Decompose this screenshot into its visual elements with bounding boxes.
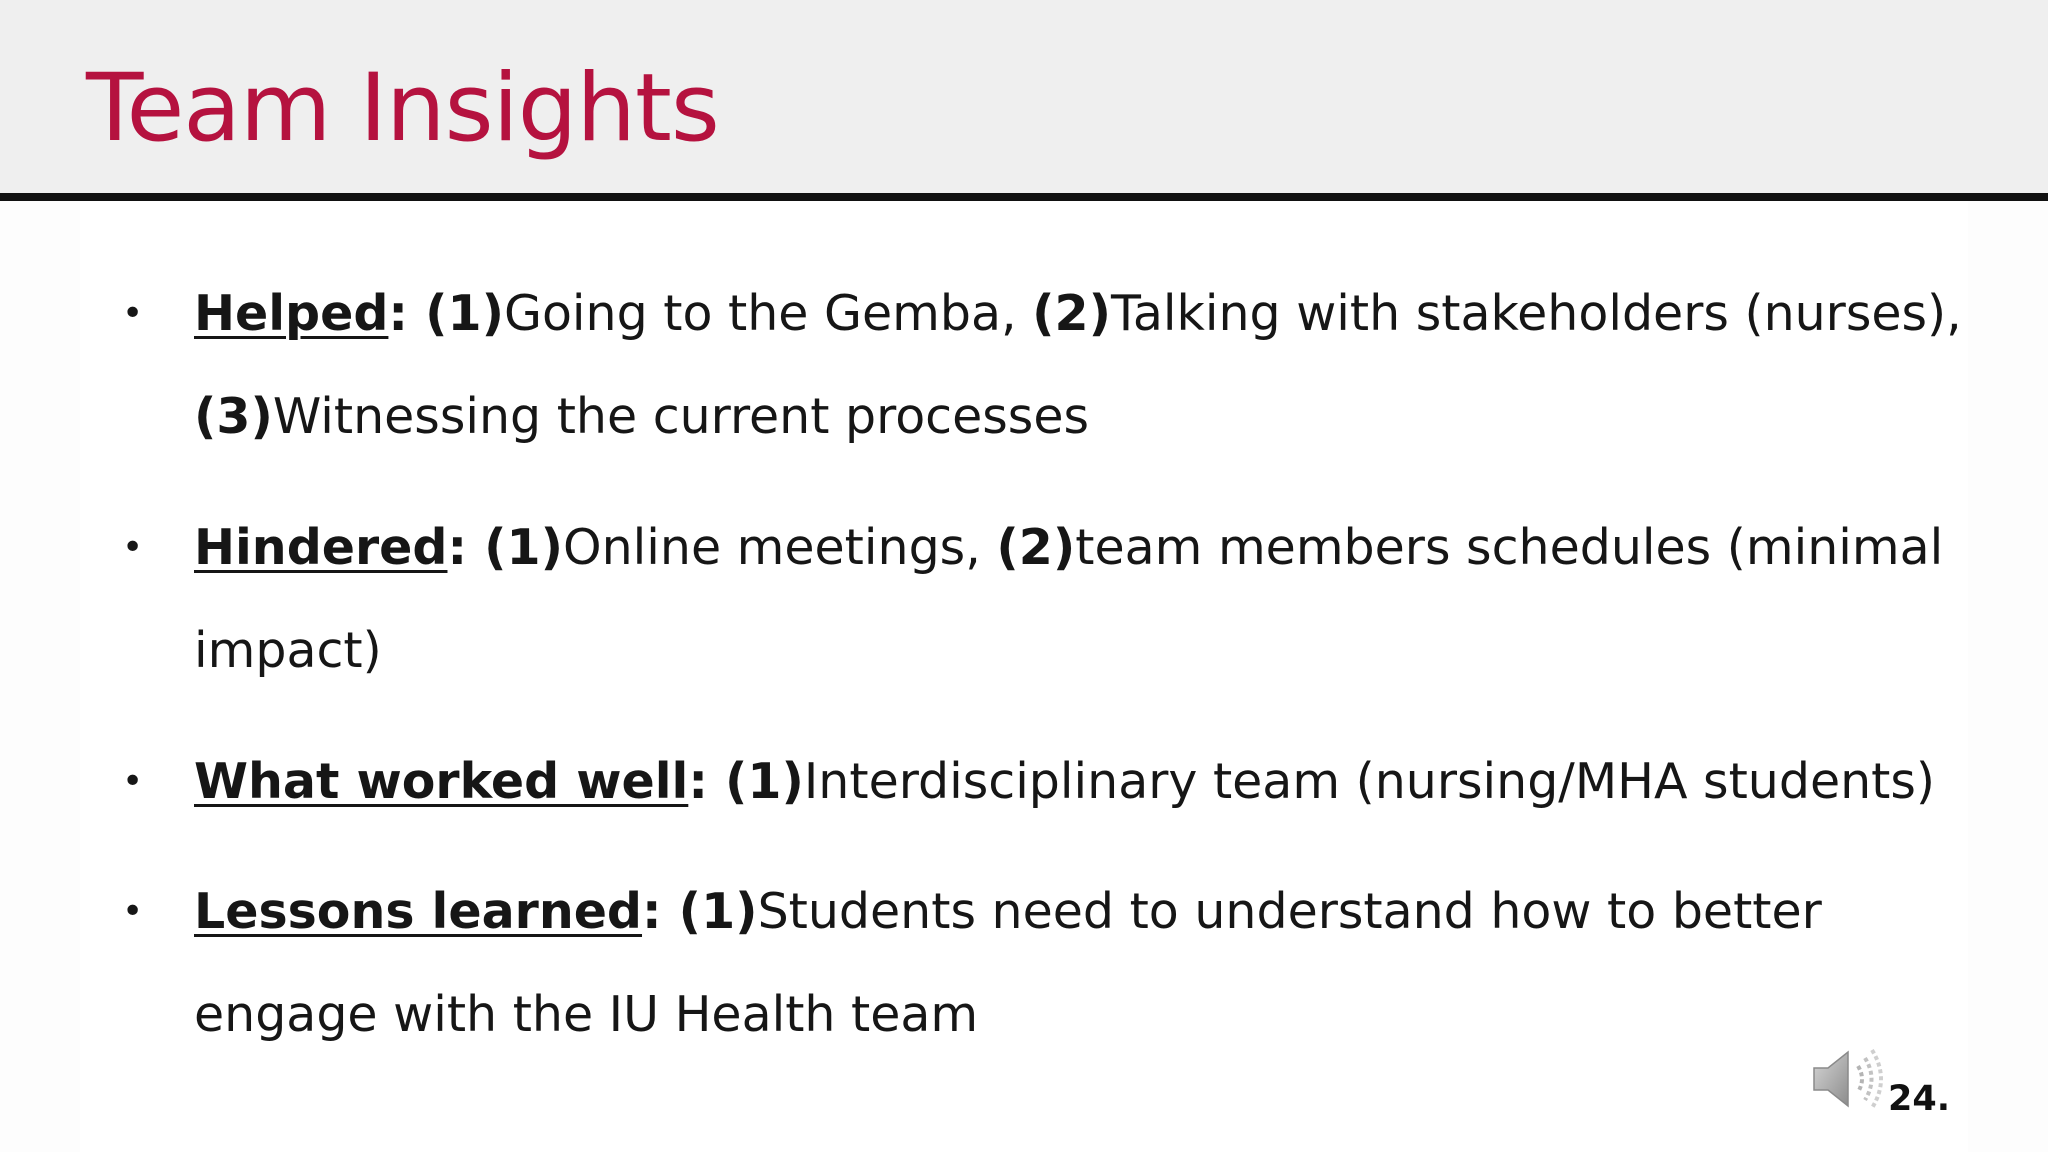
item-number: (1)	[724, 753, 804, 810]
bullet-line	[194, 860, 1954, 963]
bullet-item	[122, 496, 1954, 702]
bullet-lead-label: Lessons learned	[194, 883, 643, 940]
item-number: (2)	[1032, 285, 1112, 342]
item-text: team members schedules (minimal	[1075, 519, 1944, 576]
bullet-lead: Lessons learned:	[194, 883, 679, 940]
bullet-marker: •	[122, 293, 144, 334]
bullet-marker: •	[122, 891, 144, 932]
item-number: (3)	[194, 388, 273, 445]
item-number: (1)	[484, 519, 564, 576]
item-text: Going to the Gemba,	[503, 285, 1033, 342]
bullet-item	[122, 730, 1954, 833]
item-text: Students need to understand how to better	[757, 883, 1822, 940]
bullet-item	[122, 860, 1954, 1066]
bullet-line	[194, 262, 1962, 365]
item-number: (2)	[996, 519, 1076, 576]
title-divider	[0, 193, 2048, 201]
item-text: Online meetings,	[563, 519, 997, 576]
item-text: Interdisciplinary team (nursing/MHA students)	[803, 753, 1935, 810]
bullet-lead: What worked well:	[194, 753, 725, 810]
bullet-line	[194, 365, 1954, 468]
item-number: (1)	[425, 285, 504, 342]
bullet-marker: •	[122, 527, 144, 568]
bullet-lead-label: What worked well	[194, 753, 689, 810]
item-text: impact)	[194, 622, 382, 679]
slide-title: Team Insights	[86, 54, 719, 163]
bullet-marker: •	[122, 761, 144, 802]
bullet-lead-label: Helped	[194, 285, 389, 342]
speaker-audio-icon[interactable]	[1808, 1040, 1898, 1120]
bullet-line	[194, 599, 1954, 702]
bullet-lead: Helped:	[194, 285, 426, 342]
bullet-line	[194, 963, 1954, 1066]
bullet-lead: Hindered:	[194, 519, 485, 576]
bullet-line	[194, 496, 1954, 599]
bullet-line	[194, 730, 1954, 833]
title-band	[0, 0, 2048, 193]
item-text: Witnessing the current processes	[272, 388, 1089, 445]
item-text: engage with the IU Health team	[194, 986, 979, 1043]
slide-number: 24.	[1888, 1079, 1951, 1119]
item-text: Talking with stakeholders (nurses),	[1111, 285, 1962, 342]
bullet-item	[122, 262, 1962, 468]
bullet-lead-label: Hindered	[194, 519, 448, 576]
item-number: (1)	[678, 883, 758, 940]
